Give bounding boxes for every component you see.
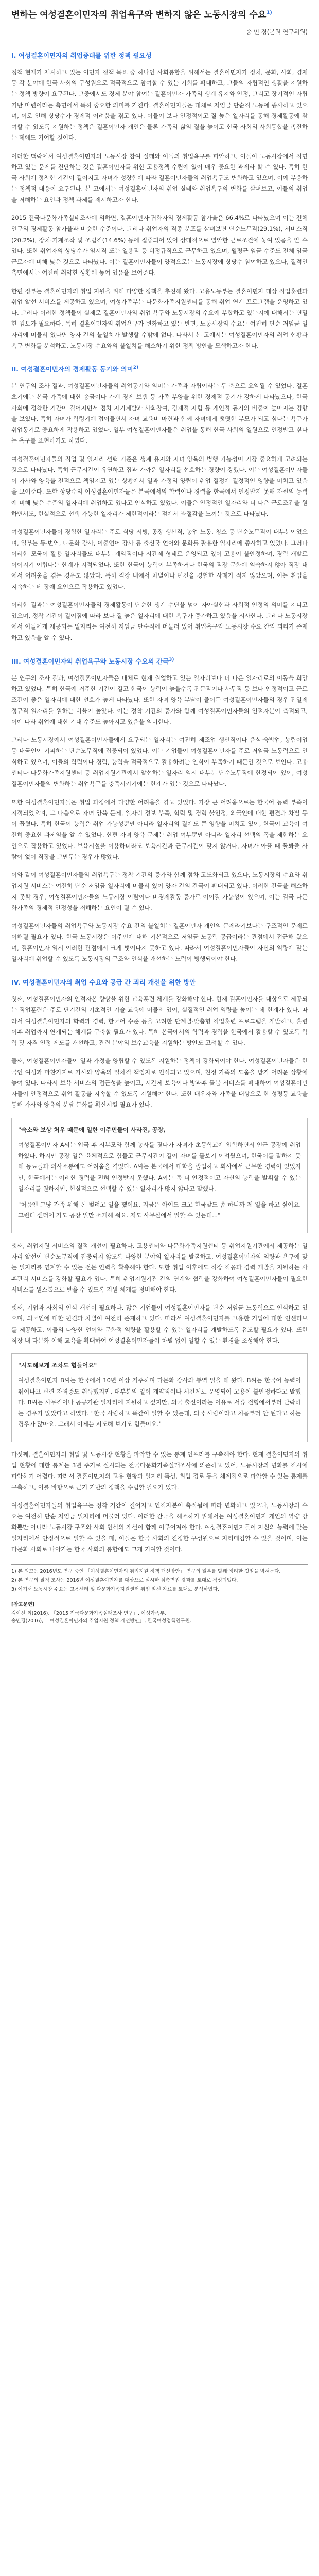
footnote: 3) 여기서 노동시장 수요는 고용센터 및 다문화가족지원센터 취업 알선 자료를 토대로 분석하였다. xyxy=(11,1586,219,1592)
case-box-1 xyxy=(11,1118,308,1233)
paragraph: 이러한 결과는 여성결혼이민자들의 경제활동이 단순한 생계 수단을 넘어 자아실현과 사회적 인정의 의미를 지니고 있으며, 정착 기간이 길어짐에 따라 보다 질 높은 일자리에 대한 욕구가 증가하고 있음을 시사한다. 그러나 노동시장에서 이들에게 제공되는 일자리는 여전히 저임금 단순직에 머물러 있어 취업욕구와 노동시장 수요 간의 괴리가 존재하고 있음을 알 수 있다. xyxy=(11,601,308,641)
case-box-text: 여성결혼이민자 B씨는 한국에서 10년 이상 거주하며 다문화 강사와 통역 일을 해 왔다. B씨는 한국어 능력이 뛰어나고 관련 자격증도 취득했지만, 대부분의 일이 계약직이나 시간제로 운영되어 고용이 불안정하다고 말했다. B씨는 사무직이나 공공기관 일자리에 지원하고 싶지만, 외국 출신이라는 이유로 서류 전형에서부터 탈락하는 경우가 많았다고 하였다. "한국 사람하고 똑같이 일할 수 있는데, 외국 사람이라고 처음부터 안 된다고 하는 경우가 많아요. 그래서 이제는 시도해 보기도 힘들어요." xyxy=(18,1377,301,1428)
reference-item: 김이선 외(2016), 「2015 전국다문화가족실태조사 연구」, 여성가족부. xyxy=(11,1610,166,1616)
paragraph: 이와 같이 여성결혼이민자들의 취업욕구는 정착 기간의 증가와 함께 점차 고도화되고 있으나, 노동시장의 수요와 취업지원 서비스는 여전히 단순 저임금 일자리에 머물러 있어 양자 간의 간극이 확대되고 있다. 이러한 간극을 해소하지 못할 경우, 여성결혼이민자들의 노동시장 이탈이나 비경제활동 증가로 이어질 가능성이 있으며, 이는 결국 다문화가족의 경제적 안정성을 저해하는 요인이 될 수 있다. xyxy=(11,871,308,911)
footnotes xyxy=(11,1564,308,1594)
paragraph: 넷째, 기업과 사회의 인식 개선이 필요하다. 많은 기업들이 여성결혼이민자를 단순 저임금 노동력으로 인식하고 있으며, 외국인에 대한 편견과 차별이 여전히 존재하고 있다. 따라서 여성결혼이민자를 고용한 기업에 대한 인센티브를 제공하고, 이들의 다양한 언어와 문화적 역량을 활용할 수 있는 일자리를 개발하도록 유도할 필요가 있다. 또한 직장 내 다문화 이해 교육을 확대하여 여성결혼이민자들이 차별 없이 일할 수 있는 환경을 조성해야 한다. xyxy=(11,1304,308,1344)
paragraph: 첫째, 여성결혼이민자의 인적자본 향상을 위한 교육훈련 체계를 강화해야 한다. 현재 결혼이민자를 대상으로 제공되는 직업훈련은 주로 단기간의 기초적인 기술 교육에 머물러 있어, 실질적인 취업 역량을 높이는 데 한계가 있다. 따라서 여성결혼이민자의 학력과 경력, 한국어 수준 등을 고려한 단계별·맞춤형 직업훈련 프로그램을 개발하고, 훈련 이후 취업까지 연계되는 체계를 구축할 필요가 있다. 특히 본국에서의 학력과 경력을 한국에서 활용할 수 있도록 학력 및 자격 인정 제도를 개선하고, 관련 분야의 보수교육을 지원하는 방안도 고려할 수 있다. xyxy=(11,995,308,1047)
section-heading-1: I. 여성결혼이민자의 취업증대를 위한 정책 필요성 xyxy=(11,52,152,60)
paragraph: 정책 현재가 제시하고 있는 이민자 정책 목표 중 하나인 사회통합을 위해서는 결혼이민자가 정치, 문화, 사회, 경제 등 각 분야에 한국 사회의 구성원으로 적극적으로 참여할 수 있는 기회를 확대하고, 그들의 자립적인 생활을 지원하는 정책 방향이 요구된다. 그중에서도 경제 분야 참여는 결혼이민자 가족의 생계 유지와 안정, 그리고 장기적인 자립 기반 마련이라는 측면에서 특히 중요한 의미를 가진다. 결혼이민자들은 대체로 저임금 단순직 노동에 종사하고 있으며, 이로 인해 상당수가 경제적 어려움을 겪고 있다. 이들이 보다 안정적이고 질 높은 일자리를 통해 경제활동에 참여할 수 있도록 지원하는 정책은 결혼이민자 개인은 물론 가족의 삶의 질을 높이고 한국 사회의 사회통합을 촉진하는 데에도 기여할 것이다. xyxy=(11,68,308,142)
heading-footnote-mark: 2) xyxy=(133,365,139,371)
paragraph: 여성결혼이민자들의 취업욕구와 노동시장 수요 간의 불일치는 결혼이민자 개인의 문제라기보다는 구조적인 문제로 이해될 필요가 있다. 한국 노동시장은 이주민에 대해 기본적으로 저임금 노동력 공급이라는 관점에서 접근해 왔으며, 결혼이민자 역시 이러한 관점에서 크게 벗어나지 못하고 있다. 따라서 여성결혼이민자들이 자신의 역량에 맞는 일자리에 취업할 수 있도록 노동시장의 구조와 인식을 개선하는 노력이 병행되어야 한다. xyxy=(11,922,308,962)
footnote: 2) 본 연구의 질적 조사는 2016년 여성결혼이민자를 대상으로 실시한 심층면접 결과를 토대로 작성되었다. xyxy=(11,1578,238,1584)
paragraph: 또한 여성결혼이민자들은 취업 과정에서 다양한 어려움을 겪고 있었다. 가장 큰 어려움으로는 한국어 능력 부족이 지적되었으며, 그 다음으로 자녀 양육 문제, 일자리 정보 부족, 학력 및 경력 불인정, 외국인에 대한 편견과 차별 등이 꼽혔다. 특히 한국어 능력은 취업 가능성뿐만 아니라 일자리의 질에도 큰 영향을 미치고 있어, 한국어 교육이 여전히 중요한 과제임을 알 수 있었다. 한편 자녀 양육 문제는 취업 여부뿐만 아니라 일자리 선택의 폭을 제한하는 요인으로 작용하고 있었다. 보육시설을 이용하더라도 보육시간과 근무시간이 맞지 않거나, 자녀가 아플 때 돌봐줄 사람이 없어 직장을 그만두는 경우가 많았다. xyxy=(11,798,308,860)
case-box-title: "시도해보게 조차도 힘들어요" xyxy=(18,1362,97,1369)
section-heading-2: II. 여성결혼이민자의 경제활동 동기와 의미$^{2)}$ xyxy=(11,365,139,374)
case-box-text: "처음엔 그냥 가족 위해 돈 벌려고 일을 했어요. 지금은 아이도 크고 한국말도 좀 하니까 제 일을 하고 싶어요. 그런데 센터에 가도 공장 일만 소개해 줘요. 저도 사무실에서 일할 수 있는데..." xyxy=(18,1201,301,1219)
case-box-title: "숙소와 보상 처우 때문에 일한 이주민들이 사라진, 공장, xyxy=(18,1126,166,1133)
paragraph: 여성결혼이민자들의 취업욕구는 정착 기간이 길어지고 인적자본이 축적됨에 따라 변화하고 있으나, 노동시장의 수요는 여전히 단순 저임금 일자리에 머물러 있다. 이러한 간극을 해소하기 위해서는 여성결혼이민자 개인의 역량 강화뿐만 아니라 노동시장 구조와 사회 인식의 개선이 함께 이루어져야 한다. 여성결혼이민자들이 자신의 능력에 맞는 일자리에서 안정적으로 일할 수 있을 때, 이들은 한국 사회의 진정한 구성원으로 자리매김할 수 있을 것이며, 이는 다문화 사회로 나아가는 한국 사회의 통합에도 크게 기여할 것이다. xyxy=(11,1501,308,1553)
paragraph: 둘째, 여성결혼이민자들이 일과 가정을 양립할 수 있도록 지원하는 정책이 강화되어야 한다. 여성결혼이민자들은 한국인 여성과 마찬가지로 가사와 양육의 일차적 책임자로 인식되고 있으며, 친정 가족의 도움을 받기 어려운 상황에 놓여 있다. 따라서 보육 서비스의 접근성을 높이고, 시간제 보육이나 방과후 돌봄 서비스를 확대하여 여성결혼이민자들이 안정적으로 취업 활동을 지속할 수 있도록 지원해야 한다. 또한 배우자와 가족을 대상으로 한 성평등 교육을 통해 가사와 양육의 분담 문화를 확산시킬 필요가 있다. xyxy=(11,1057,308,1109)
article-title: 변하는 여성결혼이민자의 취업욕구와 변하지 않은 노동시장의 수요$^{1)}$ xyxy=(11,10,272,20)
section-heading-4: IV. 여성결혼이민자의 취업 수요와 공급 간 괴리 개선을 위한 방안 xyxy=(11,978,196,987)
case-box-2 xyxy=(11,1353,308,1442)
paragraph: 셋째, 취업지원 서비스의 질적 개선이 필요하다. 고용센터와 다문화가족지원센터 등 취업지원기관에서 제공하는 일자리 알선이 단순노무직에 집중되지 않도록 다양한 분야의 일자리를 발굴하고, 여성결혼이민자의 역량과 욕구에 맞는 일자리를 연계할 수 있는 전문 인력을 확충해야 한다. 또한 취업 이후에도 직장 적응과 경력 개발을 지원하는 사후관리 서비스를 강화할 필요가 있다. 특히 취업지원기관 간의 연계와 협력을 강화하여 여성결혼이민자들이 필요한 서비스를 원스톱으로 받을 수 있도록 지원 체계를 정비해야 한다. xyxy=(11,1242,308,1293)
paragraph: 2015 전국다문화가족실태조사에 의하면, 결혼이민자·귀화자의 경제활동 참가율은 66.4%로 나타났으며 이는 전체 인구의 경제활동 참가율과 비슷한 수준이다. 그러나 취업자의 직종 분포를 살펴보면 단순노무직(29.1%), 서비스직(20.2%), 장치·기계조작 및 조립직(14.6%) 등에 집중되어 있어 상대적으로 열악한 근로조건에 놓여 있음을 알 수 있다. 또한 취업자의 상당수가 임시직 또는 일용직 등 비정규직으로 근무하고 있으며, 월평균 임금 수준도 전체 임금근로자에 비해 낮은 것으로 나타났다. 이는 결혼이민자들이 양적으로는 노동시장에 상당수 참여하고 있으나, 질적인 측면에서는 여전히 취약한 상황에 놓여 있음을 보여준다. xyxy=(11,214,308,277)
reference-item: 송민경(2016), 「여성결혼이민자의 취업지원 정책 개선방안」, 한국여성정책연구원. xyxy=(11,1618,192,1624)
paragraph: 한편 정부는 결혼이민자의 취업 지원을 위해 다양한 정책을 추진해 왔다. 고용노동부는 결혼이민자 대상 직업훈련과 취업 알선 서비스를 제공하고 있으며, 여성가족부는 다문화가족지원센터를 통해 취업 연계 프로그램을 운영하고 있다. 그러나 이러한 정책들이 실제로 결혼이민자의 취업 욕구와 노동시장의 수요에 부합하고 있는지에 대해서는 면밀한 검토가 필요하다. 특히 결혼이민자의 취업욕구가 변화하고 있는 반면, 노동시장의 수요는 여전히 단순 저임금 일자리에 머물러 있다면 양자 간의 불일치가 발생할 수밖에 없다. 따라서 본 고에서는 여성결혼이민자의 취업 현황과 욕구 변화를 분석하고, 노동시장 수요와의 불일치를 해소하기 위한 정책 방안을 모색하고자 한다. xyxy=(11,287,308,349)
byline: 송 민 경(본원 연구위원) xyxy=(246,28,308,36)
title-footnote-mark: 1) xyxy=(266,10,272,16)
paragraph: 다섯째, 결혼이민자의 취업 및 노동시장 현황을 파악할 수 있는 통계 인프라를 구축해야 한다. 현재 결혼이민자의 취업 현황에 대한 통계는 3년 주기로 실시되는 전국다문화가족실태조사에 의존하고 있어, 노동시장의 변화를 적시에 파악하기 어렵다. 따라서 결혼이민자의 고용 현황과 일자리 특성, 취업 경로 등을 체계적으로 파악할 수 있는 통계를 구축하고, 이를 바탕으로 근거 기반의 정책을 수립할 필요가 있다. xyxy=(11,1450,308,1491)
heading-footnote-mark: 3) xyxy=(169,657,174,663)
paragraph: 그러나 노동시장에서 여성결혼이민자들에게 요구되는 일자리는 여전히 제조업 생산직이나 음식·숙박업, 농림어업 등 내국인이 기피하는 단순노무직에 집중되어 있었다. 이는 기업들이 여성결혼이민자를 주로 저임금 노동력으로 인식하고 있으며, 이들의 학력이나 경력, 능력을 적극적으로 활용하려는 인식이 부족하기 때문인 것으로 보인다. 고용센터나 다문화가족지원센터 등 취업지원기관에서 알선하는 일자리 역시 대부분 단순노무직에 한정되어 있어, 여성결혼이민자들의 변화하는 취업욕구를 충족시키기에는 한계가 있는 것으로 나타났다. xyxy=(11,736,308,788)
paragraph: 여성결혼이민자들의 직업 및 일자리 선택 기준은 생계 유지와 자녀 양육의 병행 가능성이 가장 중요하게 고려되는 것으로 나타났다. 특히 근무시간이 유연하고 집과 가까운 일자리를 선호하는 경향이 강했다. 이는 여성결혼이민자들이 가사와 양육을 전적으로 책임지고 있는 상황에서 일과 가정의 양립이 취업 결정에 결정적인 영향을 미치고 있음을 보여준다. 또한 상당수의 여성결혼이민자들은 본국에서의 학력이나 경력을 한국에서 인정받지 못해 자신의 능력에 비해 낮은 수준의 일자리에 취업하고 있다고 인식하고 있었다. 이들은 안정적인 일자리와 더 나은 근로조건을 원하면서도, 현실적으로 선택 가능한 일자리가 제한적이라는 점에서 좌절감을 느끼는 것으로 나타났다. xyxy=(11,455,308,518)
case-box-text: 여성결혼이민자 A씨는 입국 후 시부모와 함께 농사를 짓다가 자녀가 초등학교에 입학하면서 인근 공장에 취업하였다. 하지만 공장 일은 육체적으로 힘들고 근무시간이 길어 자녀를 돌보기 어려웠으며, 한국어를 잘하지 못해 동료들과 의사소통에도 어려움을 겪었다. A씨는 본국에서 대학을 졸업하고 회사에서 근무한 경력이 있었지만, 한국에서는 이러한 경력을 전혀 인정받지 못했다. A씨는 좀 더 안정적이고 자신의 능력을 발휘할 수 있는 일자리를 원하지만, 현실적으로 선택할 수 있는 일자리가 많지 않다고 말했다. xyxy=(18,1141,301,1192)
section-heading-3: III. 여성결혼이민자의 취업욕구와 노동시장 수요의 간극$^{3)}$ xyxy=(11,657,174,666)
paragraph: 본 연구의 조사 결과, 여성결혼이민자들의 취업동기와 의미는 가족과 자립이라는 두 축으로 요약될 수 있었다. 결혼 초기에는 본국 가족에 대한 송금이나 가계 경제 보탬 등 가족 부양을 위한 경제적 동기가 강하게 나타났으나, 한국 사회에 정착한 기간이 길어지면서 점차 자기계발과 사회참여, 경제적 자립 등 개인적 동기의 비중이 높아지는 경향을 보였다. 특히 자녀가 학령기에 접어들면서 자녀 교육비 마련과 함께 자녀에게 떳떳한 부모가 되고 싶다는 욕구가 취업동기로 중요하게 작용하고 있었다. 일부 여성결혼이민자들은 취업을 통해 한국 사회의 일원으로 인정받고 싶다는 욕구를 표현하기도 하였다. xyxy=(11,382,308,445)
references xyxy=(11,1601,308,1625)
paragraph: 이러한 맥락에서 여성결혼이민자의 노동시장 참여 실태와 이들의 취업욕구를 파악하고, 이들이 노동시장에서 직면하고 있는 문제를 진단하는 것은 결혼이민자를 위한 고용정책 수립에 있어 매우 중요한 과제라 할 수 있다. 특히 한국 사회에 정착한 기간이 길어지고 자녀가 성장함에 따라 결혼이민자들의 취업욕구도 변화하고 있으며, 이에 부응하는 정책적 대응이 요구된다. 본 고에서는 여성결혼이민자의 취업 실태와 취업욕구의 변화를 살펴보고, 이들의 취업을 저해하는 요인과 정책 과제를 제시하고자 한다. xyxy=(11,152,308,204)
footnote: 1) 본 원고는 2016년도 연구 중인 「여성결혼이민자의 취업지원 정책 개선방안」 연구의 일부를 발췌·정리한 것임을 밝혀둔다. xyxy=(11,1569,281,1575)
references-title: [참고문헌] xyxy=(11,1601,35,1607)
paragraph: 여성결혼이민자들이 경험한 일자리는 주로 식당 서빙, 공장 생산직, 농업 노동, 청소 등 단순노무직이 대부분이었으며, 일부는 통·번역, 다문화 강사, 이중언어 강사 등 출신국 언어와 문화를 활용한 일자리에 종사하고 있었다. 그러나 이러한 모국어 활용 일자리들도 대부분 계약직이나 시간제 형태로 운영되고 있어 고용이 불안정하며, 경력 개발로 이어지기 어렵다는 한계가 지적되었다. 또한 한국어 능력이 부족하거나 한국의 직장 문화에 익숙하지 않아 직장 내에서 어려움을 겪는 경우도 많았다. 특히 직장 내에서 차별이나 편견을 경험한 사례가 적지 않았으며, 이는 취업을 지속하는 데 장애 요인으로 작용하고 있었다. xyxy=(11,528,308,590)
paragraph: 본 연구의 조사 결과, 여성결혼이민자들은 대체로 현재 취업하고 있는 일자리보다 더 나은 일자리로의 이동을 희망하고 있었다. 특히 한국에 거주한 기간이 길고 한국어 능력이 높을수록 전문직이나 사무직 등 보다 안정적이고 근로조건이 좋은 일자리에 대한 선호가 높게 나타났다. 또한 자녀 양육 부담이 줄어든 여성결혼이민자들의 경우 전일제 정규직 일자리를 원하는 비율이 높았다. 이는 정착 기간의 증가와 함께 여성결혼이민자들의 인적자본이 축적되고, 이에 따라 취업에 대한 기대 수준도 높아지고 있음을 의미한다. xyxy=(11,674,308,725)
